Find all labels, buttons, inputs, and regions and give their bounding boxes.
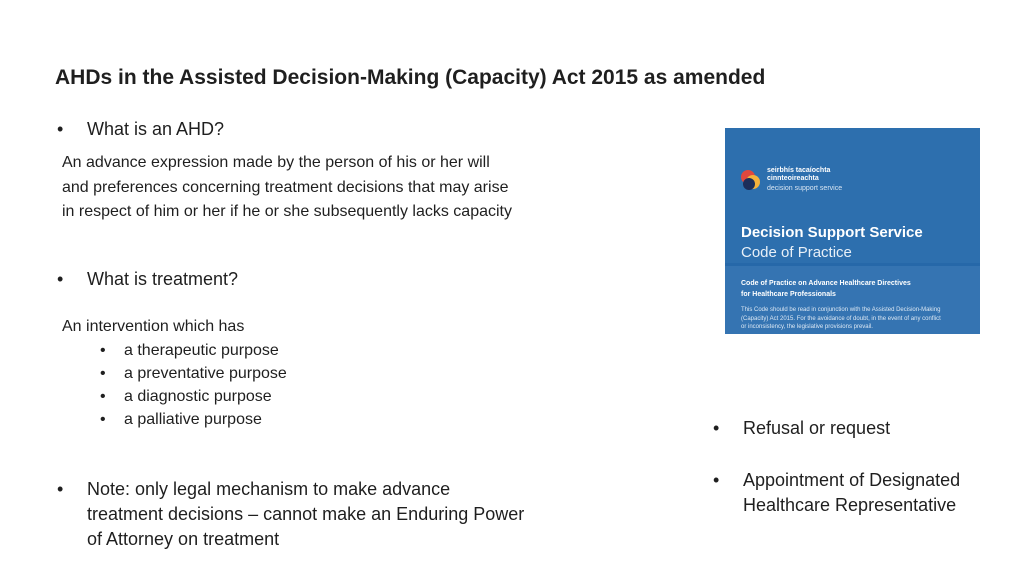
- cover-heading: Decision Support Service: [741, 224, 923, 241]
- question-what-is-ahd: [57, 117, 657, 142]
- refusal-text: Refusal or request: [743, 418, 891, 438]
- bullet-icon: •: [57, 479, 64, 499]
- bullet-icon: •: [100, 365, 106, 382]
- note-line: of Attorney on treatment: [87, 529, 280, 549]
- code-of-practice-cover-image: [725, 128, 980, 334]
- appointment-bullet: [713, 468, 1013, 518]
- definition-line: and preferences concerning treatment decisions that may arise: [62, 178, 509, 196]
- bullet-icon: •: [57, 119, 64, 139]
- list-item: [100, 408, 500, 431]
- cover-code-title: [741, 278, 971, 300]
- treatment-purposes-list: [100, 339, 500, 431]
- dss-logo-icon: [741, 170, 761, 190]
- code-title-line: Code of Practice on Advance Healthcare Directives: [741, 280, 911, 287]
- note-line: treatment decisions – cannot make an Enduring Power: [87, 504, 525, 524]
- list-item: [100, 339, 500, 362]
- purpose-text: a therapeutic purpose: [124, 342, 279, 359]
- cover-upper-band: [725, 128, 980, 263]
- cover-note-line: or inconsistency, the legislative provisions prevail.: [741, 324, 873, 330]
- question-text: What is treatment?: [87, 269, 239, 289]
- appointment-line: Healthcare Representative: [743, 495, 957, 515]
- cover-note: [741, 306, 973, 332]
- bullet-icon: •: [713, 470, 720, 490]
- cover-org-name: [767, 167, 830, 183]
- note-line: Note: only legal mechanism to make advance: [87, 479, 451, 499]
- definition-line: in respect of him or her if he or she subsequently lacks capacity: [62, 203, 512, 220]
- bullet-icon: •: [100, 388, 106, 405]
- appointment-line: Appointment of Designated: [743, 470, 961, 490]
- cover-note-line: (Capacity) Act 2015. For the avoidance of doubt, in the event of any conflict: [741, 315, 941, 322]
- question-text: What is an AHD?: [87, 119, 225, 139]
- cover-note-line: This Code should be read in conjunction with the Assisted Decision-Making: [741, 307, 941, 313]
- bullet-icon: •: [713, 418, 720, 438]
- list-item: [100, 362, 500, 385]
- slide-title: AHDs in the Assisted Decision-Making (Capacity) Act 2015 as amended: [55, 66, 766, 89]
- purpose-text: a preventative purpose: [124, 365, 287, 382]
- cover-org-sub: decision support service: [767, 185, 843, 192]
- bullet-icon: •: [100, 342, 106, 359]
- org-line: seirbhís tacaíochta: [767, 167, 831, 174]
- purpose-text: a diagnostic purpose: [124, 388, 272, 405]
- note-bullet: [57, 477, 617, 552]
- purpose-text: a palliative purpose: [124, 411, 262, 428]
- list-item: [100, 385, 500, 408]
- definition-line: An advance expression made by the person of his or her will: [62, 154, 490, 171]
- bullet-icon: •: [57, 269, 64, 289]
- refusal-or-request-bullet: [713, 416, 1013, 441]
- code-title-line: for Healthcare Professionals: [741, 291, 836, 298]
- bullet-icon: •: [100, 411, 106, 428]
- question-what-is-treatment: [57, 267, 657, 292]
- org-line: cinnteoireachta: [767, 175, 819, 182]
- ahd-definition: [62, 151, 662, 225]
- treatment-intro: An intervention which has: [62, 318, 245, 335]
- cover-subheading: Code of Practice: [741, 244, 852, 261]
